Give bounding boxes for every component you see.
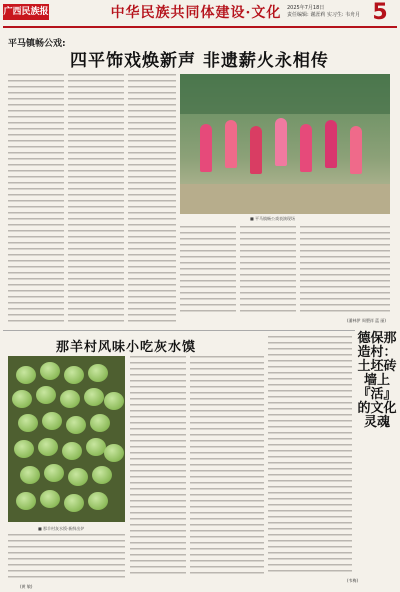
page-number: 5 xyxy=(372,0,388,25)
section-title: 中华民族共同体建设·文化 xyxy=(110,5,282,21)
article2-author: (黄 敏) xyxy=(20,584,33,589)
article2-headline: 那羊村风味小吃灰水馍 xyxy=(56,340,197,355)
date-line: 2025年7月18日 xyxy=(287,5,325,11)
article2-column-1 xyxy=(130,356,186,578)
dumplings-photo xyxy=(8,356,125,522)
masthead-rule xyxy=(3,26,397,28)
article1-headline: 四平饰戏焕新声 非遗薪火永相传 xyxy=(70,51,329,71)
masthead xyxy=(0,0,400,28)
article1-column-2 xyxy=(68,74,124,326)
masthead-meta xyxy=(287,5,367,19)
paper-name: 广西民族报 xyxy=(3,4,49,20)
section-divider xyxy=(3,330,355,331)
article1-author: (潘林伊 周塑祥 蓝 丽) xyxy=(347,318,386,323)
article1-column-3 xyxy=(128,74,176,326)
article1-kicker: 平马镇畅公戏: xyxy=(8,39,66,49)
article2-photo-caption: ■ 那羊村灰水馍·新鲜出炉 xyxy=(38,526,85,531)
article2-column-2 xyxy=(190,356,264,578)
article1-column-4 xyxy=(180,226,236,316)
article1-photo-caption: ■ 平马镇畅公戏表演现场 xyxy=(250,216,296,221)
article2-column-3 xyxy=(8,534,125,580)
article3-author: (韦梅) xyxy=(347,578,359,583)
article3-column-1 xyxy=(268,336,352,574)
article1-column-1 xyxy=(8,74,64,326)
opera-performance-photo xyxy=(180,74,390,214)
article1-column-6 xyxy=(300,226,390,316)
article3-headline: 德保那造村：土坯砖墙上『活』的文化灵魂 xyxy=(357,331,397,430)
editor-line: 责任编辑: 谢涯莉 实习生: 韦舟月 xyxy=(287,12,361,18)
article1-column-5 xyxy=(240,226,296,316)
